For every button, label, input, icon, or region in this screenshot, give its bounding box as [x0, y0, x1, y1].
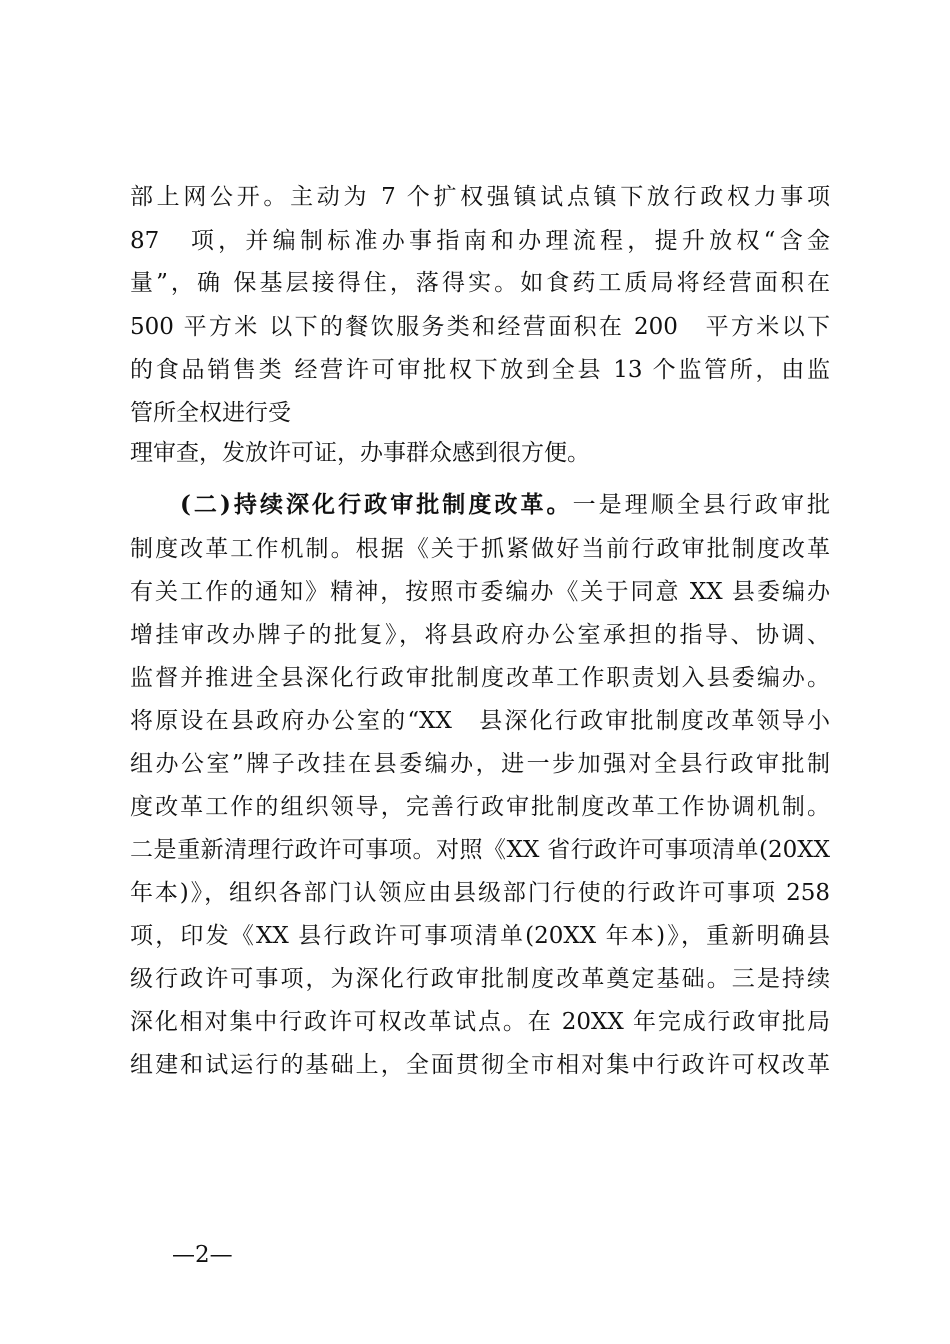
text-line: 组建和试运行的基础上，全面贯彻全市相对集中行政许可权改革	[130, 1052, 830, 1078]
text-line: 度改革工作的组织领导，完善行政审批制度改革工作协调机制。	[130, 794, 830, 820]
page-number: —2—	[172, 1242, 233, 1268]
text-line: 增挂审改办牌子的批复》，将县政府办公室承担的指导、协调、	[130, 622, 830, 648]
text-line: 部上网公开。主动为 7 个扩权强镇试点镇下放行政权力事项	[130, 184, 830, 210]
text-line: 的食品销售类 经营许可审批权下放到全县 13 个监管所，由监	[130, 357, 830, 383]
text-line: 二是重新清理行政许可事项。对照《XX 省行政许可事项清单(20XX	[130, 837, 830, 863]
section-heading: (二)持续深化行政审批制度改革。	[180, 491, 573, 518]
text-line: 组办公室”牌子改挂在县委编办，进一步加强对全县行政审批制	[130, 751, 830, 777]
text-line: 理审查，发放许可证，办事群众感到很方便。	[130, 440, 590, 466]
text-span: 一是理顺全县行政审批	[572, 492, 831, 518]
text-line: 深化相对集中行政许可权改革试点。在 20XX 年完成行政审批局	[130, 1009, 830, 1035]
text-line: 年本)》，组织各部门认领应由县级部门行使的行政许可事项 258	[130, 880, 830, 906]
paragraph-first-line	[180, 490, 830, 520]
text-line: 监督并推进全县深化行政审批制度改革工作职责划入县委编办。	[130, 665, 830, 691]
text-line: 量”，确 保基层接得住，落得实。如食药工质局将经营面积在	[130, 270, 830, 296]
text-line: 项，印发《XX 县行政许可事项清单(20XX 年本)》，重新明确县	[130, 923, 830, 949]
text-line: 87 项，并编制标准办事指南和办理流程，提升放权“含金	[130, 228, 830, 254]
text-line: 500 平方米 以下的餐饮服务类和经营面积在 200 平方米以下	[130, 314, 830, 340]
text-line: 有关工作的通知》精神，按照市委编办《关于同意 XX 县委编办	[130, 579, 830, 605]
text-line: 级行政许可事项，为深化行政审批制度改革奠定基础。三是持续	[130, 966, 830, 992]
text-line: 管所全权进行受	[130, 400, 291, 426]
text-line: 将原设在县政府办公室的“XX 县深化行政审批制度改革领导小	[130, 708, 830, 734]
text-line: 制度改革工作机制。根据《关于抓紧做好当前行政审批制度改革	[130, 536, 830, 562]
